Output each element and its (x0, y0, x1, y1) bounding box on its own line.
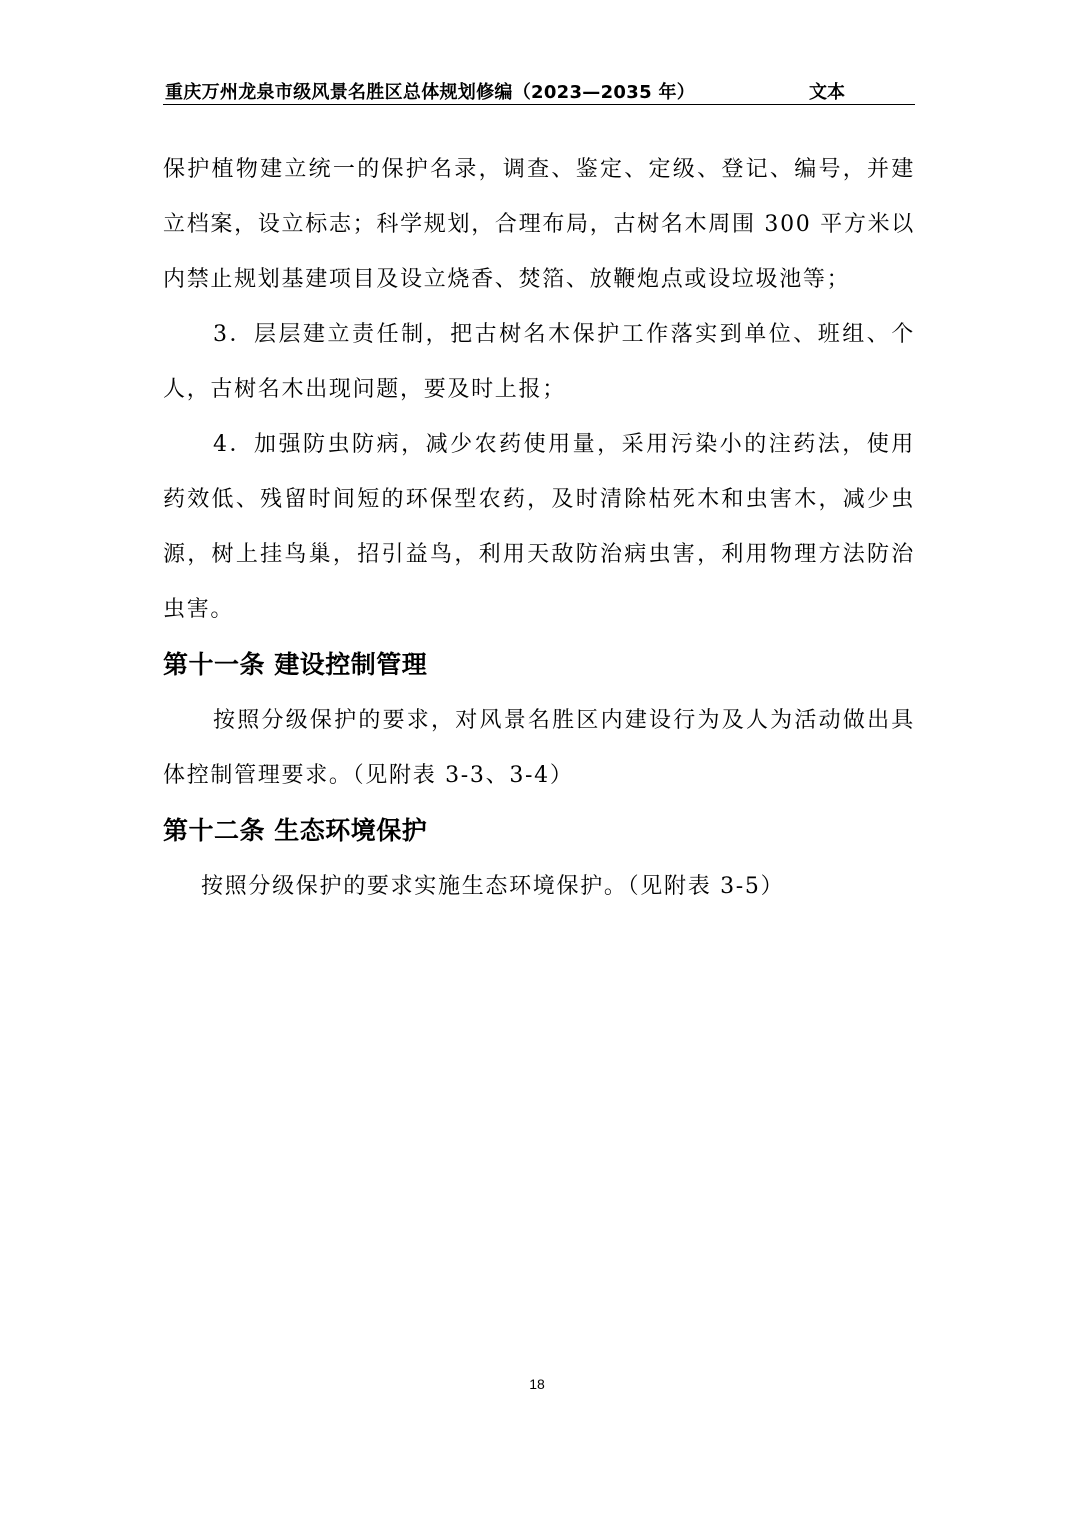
paragraph-plant-protection: 保护植物建立统一的保护名录，调查、鉴定、定级、登记、编号，并建立档案，设立标志；科学规划，合理布局，古树名木周围 300 平方米以内禁止规划基建项目及设立烧香、焚箔、放鞭炮点或设垃圾池等； (163, 157, 915, 292)
article-11-heading: 第十一条 建设控制管理 (163, 650, 428, 679)
section-tag: 文本 (809, 82, 845, 103)
paragraph-construction-control: 按照分级保护的要求，对风景名胜区内建设行为及人为活动做出具体控制管理要求。（见附表 3-3、3-4） (163, 708, 915, 788)
page-body (163, 142, 915, 914)
page-number: 18 (529, 1376, 545, 1392)
paragraph-pest-control: 4．加强防虫防病，减少农药使用量，采用污染小的注药法，使用药效低、残留时间短的环保型农药，及时清除枯死木和虫害木，减少虫源，树上挂鸟巢，招引益鸟，利用天敌防治病虫害，利用物理方法防治虫害。 (163, 432, 915, 622)
running-header (163, 76, 915, 105)
article-12-heading: 第十二条 生态环境保护 (163, 816, 428, 845)
document-title: 重庆万州龙泉市级风景名胜区总体规划修编（2023—2035 年） (165, 82, 696, 103)
paragraph-responsibility: 3．层层建立责任制，把古树名木保护工作落实到单位、班组、个人，古树名木出现问题，要及时上报； (163, 322, 915, 402)
paragraph-ecological-protection: 按照分级保护的要求实施生态环境保护。（见附表 3-5） (201, 874, 785, 899)
